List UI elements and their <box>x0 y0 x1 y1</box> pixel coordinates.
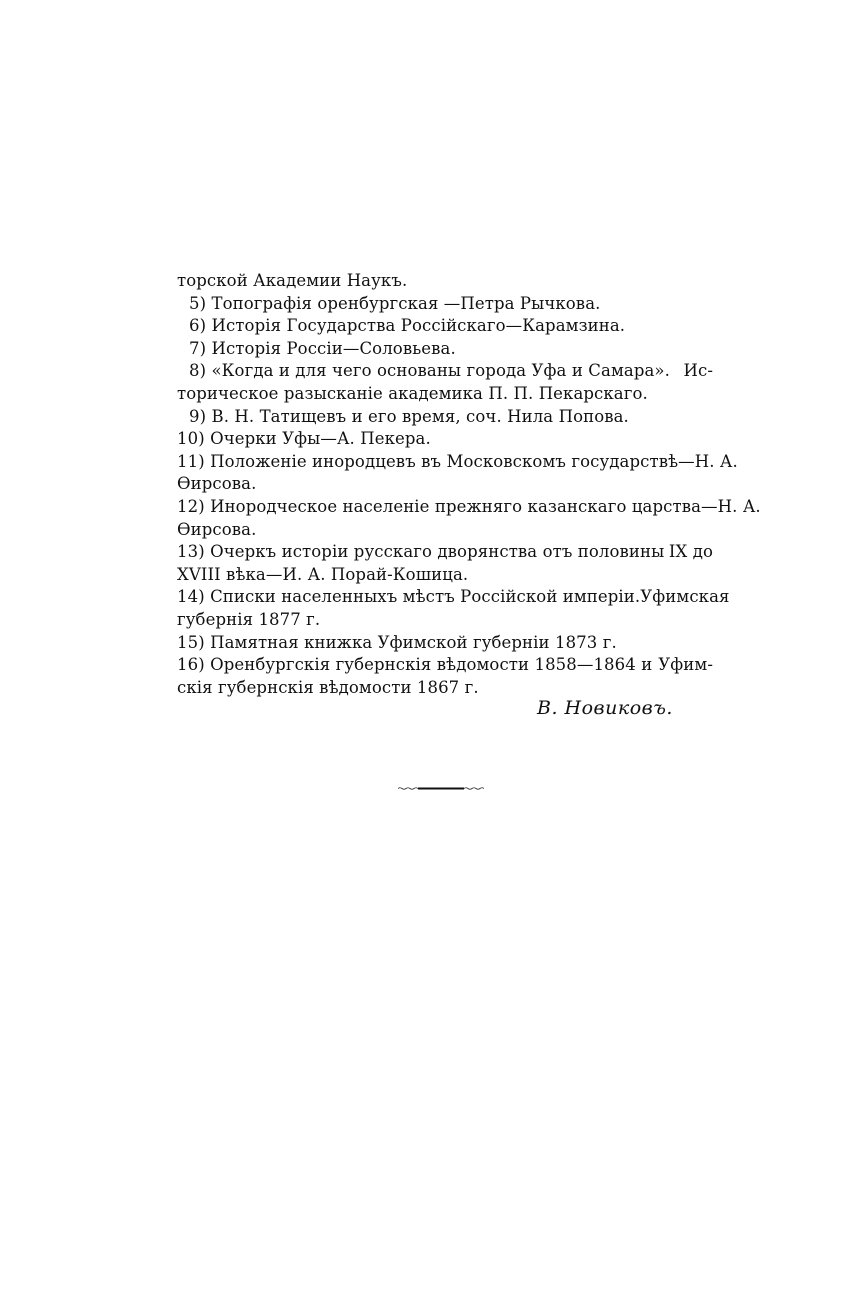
text-line: Өирсова. <box>177 474 257 494</box>
list-item <box>177 654 713 677</box>
text-line: Өирсова. <box>177 519 257 539</box>
text-line: XVIII вѣка—И. А. Порай-Кошица. <box>177 564 469 584</box>
text-line: торическое разысканіе академика П. П. Пекарскаго. <box>177 383 648 403</box>
list-item: 15) Памятная книжка Уфимской губерніи 1873 г. <box>177 632 617 652</box>
text-fragment: 8) «Когда и для чего основаны города Уфа и Самара». <box>189 361 670 381</box>
bibliography-list <box>177 270 761 699</box>
text-line: торской Академии Наукъ. <box>177 271 408 290</box>
list-item: 6) Исторія Государства Россійскаго—Карамзина. <box>189 316 626 336</box>
text-fragment: 13) Очеркъ исторіи русскаго дворянства отъ половины <box>177 542 665 562</box>
text-line: губернія 1877 г. <box>177 609 321 629</box>
list-item <box>177 496 761 519</box>
text-fragment: 12) Инородческое населеніе прежняго казанскаго царства— <box>177 496 718 516</box>
author-signature: В. Новиковъ. <box>537 697 673 719</box>
list-item: 10) Очерки Уфы—А. Пекера. <box>177 429 431 449</box>
list-item: 9) В. Н. Татищевъ и его время, соч. Нила Попова. <box>189 406 629 426</box>
list-item: 5) Топографія оренбургская —Петра Рычкова. <box>189 293 601 313</box>
text-fragment: 11) Положеніе инородцевъ въ Московскомъ государствѣ— <box>177 451 695 471</box>
list-item <box>177 586 730 609</box>
text-fragment: Ис- <box>683 361 713 381</box>
text-fragment: Уфим- <box>658 655 713 675</box>
text-fragment: 14) Списки населенныхъ мѣстъ Россійской имперіи. <box>177 587 641 607</box>
list-item <box>177 360 713 383</box>
text-fragment: Уфимская <box>640 587 730 607</box>
list-item <box>177 451 738 474</box>
text-fragment: IX до <box>668 542 713 562</box>
text-fragment: Н. А. <box>694 451 738 471</box>
text-fragment: 16) Оренбургскія губернскія вѣдомости 1858—1864 и <box>177 655 653 675</box>
text-line: скія губернскія вѣдомости 1867 г. <box>177 677 479 697</box>
ornamental-rule <box>398 787 484 790</box>
list-item <box>177 541 713 564</box>
list-item: 7) Исторія Россіи—Соловьева. <box>189 338 456 358</box>
text-fragment: Н. А. <box>717 496 761 516</box>
